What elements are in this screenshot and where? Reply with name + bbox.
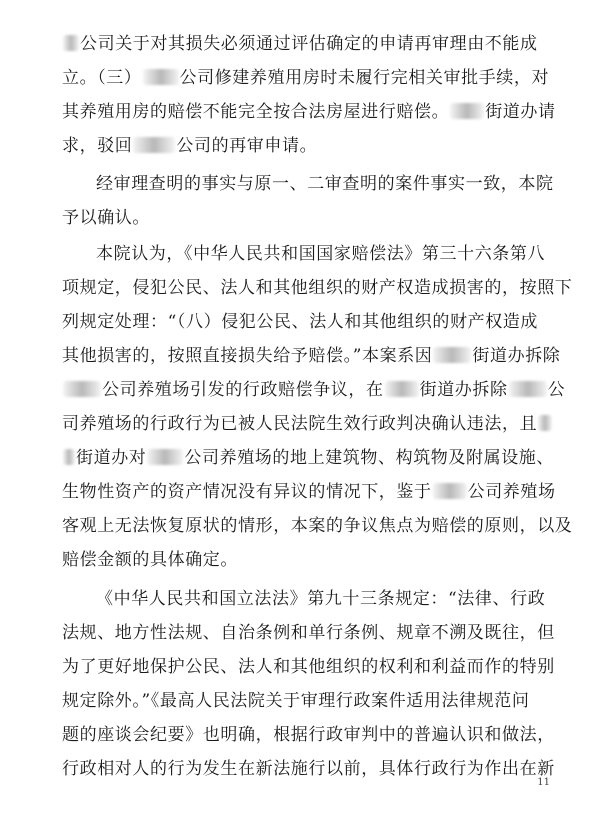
text-line — [62, 207, 150, 229]
text-line — [96, 588, 545, 610]
text-segment: 街道办拆除 — [472, 346, 561, 366]
text-segment: 项规定，侵犯公民、法人和其他组织的财产权造成损害的，按照下 — [62, 278, 573, 298]
text-segment: 公司关于对其损失必须通过评估确定的申请再审理由不能成 — [80, 34, 538, 54]
text-segment: 生物性资产的资产情况没有异议的情况下，鉴于 — [62, 482, 432, 502]
text-line — [62, 311, 538, 333]
page-number: 11 — [537, 777, 550, 788]
redacted-name — [147, 449, 183, 465]
redacted-name — [433, 347, 471, 363]
text-segment: 公司的再审申请。 — [176, 136, 318, 156]
text-segment: 公司养殖场的地上建筑物、构筑物及附属设施、 — [184, 448, 555, 468]
redacted-name — [385, 381, 419, 397]
text-segment: 行政相对人的行为发生在新法施行以前，具体行政行为作出在新 — [62, 759, 555, 779]
text-line — [62, 345, 560, 367]
text-line — [62, 656, 555, 678]
text-segment: 《中华人民共和国立法法》第九十三条规定：“法律、行政 — [96, 589, 546, 609]
text-segment: 予以确认。 — [62, 208, 150, 228]
redacted-name — [133, 137, 175, 153]
text-segment: 街道办对 — [76, 448, 147, 468]
redacted-name — [143, 69, 179, 85]
text-line — [62, 447, 554, 469]
text-segment: 街道办拆除 — [419, 380, 508, 400]
text-line — [62, 67, 549, 89]
text-segment: 求，驳回 — [62, 136, 133, 156]
text-line — [62, 135, 317, 157]
text-line — [96, 173, 554, 195]
redacted-name — [538, 415, 552, 431]
text-segment: 题的座谈会纪要》也明确，根据行政审判中的普遍认识和做法， — [62, 725, 555, 745]
text-segment: 经审理查明的事实与原一、二审查明的案件事实一致，本院 — [96, 174, 554, 194]
text-segment: 其他损害的，按照直接损失给予赔偿。”本案系因 — [62, 346, 433, 366]
text-line — [62, 481, 556, 503]
redacted-name — [63, 35, 79, 51]
text-segment: 公司养殖场引发的行政赔偿争议，在 — [102, 380, 384, 400]
text-segment: 街道办请 — [485, 102, 556, 122]
text-segment: 客观上无法恢复原状的情形，本案的争议焦点为赔偿的原则，以及 — [62, 516, 573, 536]
text-segment: 立。（三） — [62, 68, 142, 88]
text-segment: 法规、地方性法规、自治条例和单行条例、规章不溯及既往，但 — [62, 623, 555, 643]
text-line — [62, 758, 555, 780]
text-line — [96, 243, 545, 265]
text-segment: 公司修建养殖用房时未履行完相关审批手续，对 — [179, 68, 550, 88]
text-segment: 赔偿金额的具体确定。 — [62, 550, 238, 570]
text-segment: 列规定处理：“（八）侵犯公民、法人和其他组织的财产权造成 — [62, 312, 538, 332]
redacted-name — [63, 381, 101, 397]
text-line — [62, 724, 555, 746]
redacted-name — [63, 449, 75, 465]
text-line — [62, 690, 530, 712]
text-segment: 其养殖用房的赔偿不能完全按合法房屋进行赔偿。 — [62, 102, 450, 122]
text-segment: 司养殖场的行政行为已被人民法院生效行政判决确认违法，且 — [62, 414, 538, 434]
text-segment: 本院认为，《中华人民共和国国家赔偿法》第三十六条第八 — [96, 244, 546, 264]
text-segment: 公 — [547, 380, 566, 400]
text-line — [62, 379, 565, 401]
text-segment: 公司养殖场 — [467, 482, 556, 502]
text-segment: 为了更好地保护公民、法人和其他组织的权利和利益而作的特别 — [62, 657, 555, 677]
text-line — [62, 622, 555, 644]
text-line — [62, 101, 556, 123]
redacted-name — [433, 483, 467, 499]
text-line — [62, 33, 538, 55]
text-segment: 规定除外。”《最高人民法院关于审理行政案件适用法律规范问 — [62, 691, 530, 711]
redacted-name — [450, 103, 484, 119]
redacted-name — [509, 381, 547, 397]
text-line — [62, 413, 553, 435]
text-line — [62, 277, 572, 299]
text-line — [62, 549, 238, 571]
text-line — [62, 515, 572, 537]
